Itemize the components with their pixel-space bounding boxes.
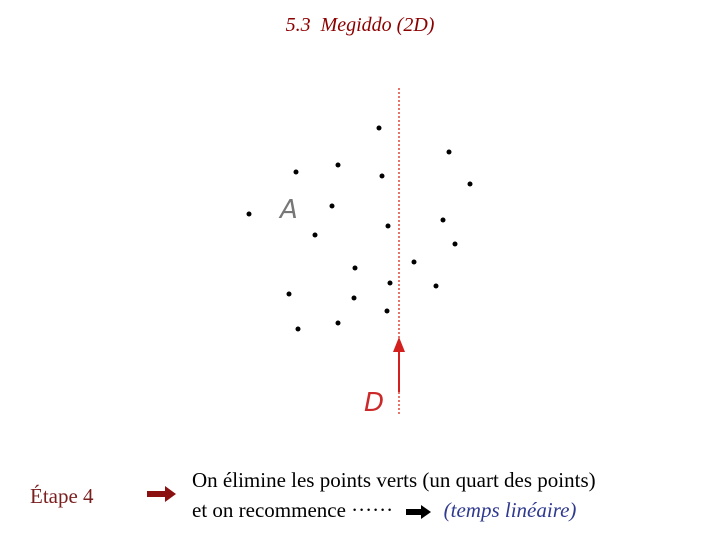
point-label-a: A bbox=[280, 195, 298, 225]
result-arrow-icon bbox=[406, 505, 432, 519]
point bbox=[385, 309, 390, 314]
restart-text: et on recommence bbox=[192, 498, 346, 522]
point bbox=[441, 218, 446, 223]
direction-arrow-head bbox=[393, 337, 405, 352]
point-set bbox=[247, 126, 473, 332]
point bbox=[353, 266, 358, 271]
point bbox=[330, 204, 335, 209]
point bbox=[336, 163, 341, 168]
complexity-note: (temps linéaire) bbox=[443, 498, 577, 522]
point bbox=[434, 284, 439, 289]
point bbox=[294, 170, 299, 175]
point bbox=[296, 327, 301, 332]
point bbox=[468, 182, 473, 187]
point bbox=[412, 260, 417, 265]
step-label: Étape 4 bbox=[30, 484, 94, 508]
step-description-line2 bbox=[192, 498, 576, 523]
point bbox=[352, 296, 357, 301]
point bbox=[247, 212, 252, 217]
point bbox=[447, 150, 452, 155]
line-label-d: D bbox=[364, 388, 385, 418]
ellipsis-dots: ······ bbox=[351, 498, 394, 522]
bullet-arrow-icon bbox=[147, 485, 177, 503]
point bbox=[386, 224, 391, 229]
point bbox=[336, 321, 341, 326]
section-qualifier: (2D) bbox=[396, 14, 435, 36]
point bbox=[287, 292, 292, 297]
point bbox=[313, 233, 318, 238]
point bbox=[388, 281, 393, 286]
section-number: 5.3 bbox=[285, 14, 311, 36]
point bbox=[377, 126, 382, 131]
step-description-line1: On élimine les points verts (un quart des points) bbox=[192, 468, 596, 492]
point bbox=[453, 242, 458, 247]
point bbox=[380, 174, 385, 179]
section-name: Megiddo bbox=[320, 14, 392, 36]
